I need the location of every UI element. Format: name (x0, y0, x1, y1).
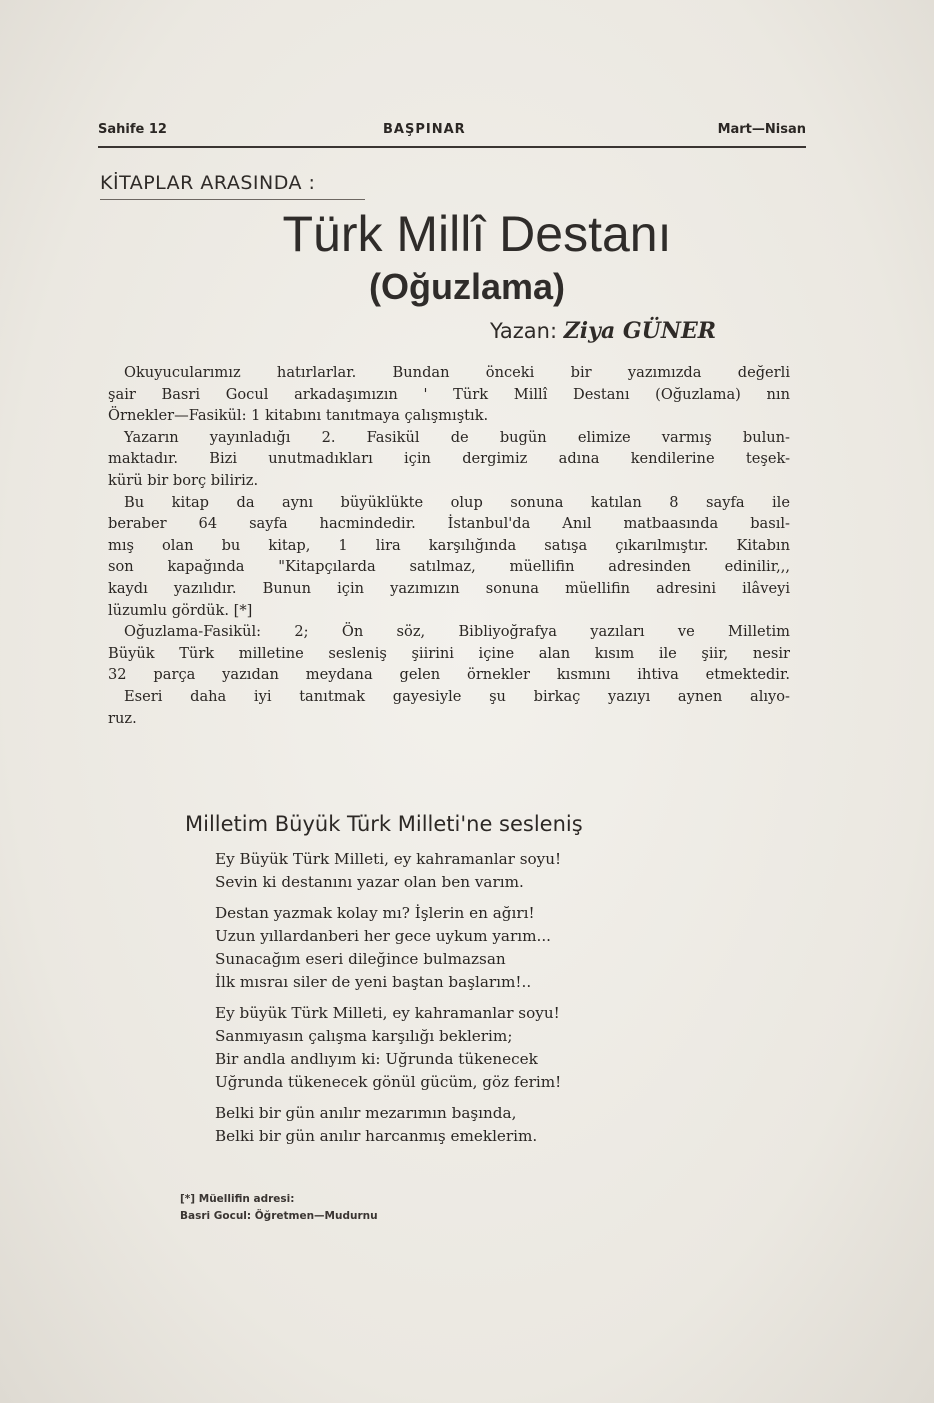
body-line: Örnekler—Fasikül: 1 kitabını tanıtmaya çalışmıştık. (108, 407, 489, 425)
body-line: şair Basri Gocul arkadaşımızın ' Türk Millî Destanı (Oğuzlama) nın (108, 385, 790, 403)
body-line: mış olan bu kitap, 1 lira karşılığında satışa çıkarılmıştır. Kitabın (108, 536, 790, 554)
article-subtitle: (Oğuzlama) (368, 266, 565, 307)
poem (215, 848, 561, 1148)
section-underline (100, 199, 365, 200)
poem-title: Milletim Büyük Türk Milleti'ne sesleniş (185, 812, 583, 836)
poem-verse: Sevin ki destanını yazar olan ben varım. (215, 873, 524, 891)
footnote-line: Basri Gocul: Öğretmen—Mudurnu (180, 1210, 378, 1222)
body-line: Okuyucularımız hatırlarlar. Bundan önceki bir yazımızda değerli (124, 364, 790, 381)
poem-verse: Destan yazmak kolay mı? İşlerin en ağırı! (215, 904, 535, 922)
poem-verse: Uzun yıllardanberi her gece uykum yarım... (215, 927, 551, 945)
poem-verse: İlk mısraı siler de yeni baştan başlarım!.. (215, 973, 532, 991)
article-body (108, 362, 790, 729)
body-line: beraber 64 sayfa hacmindedir. İstanbul'da Anıl matbaasında basıl- (108, 515, 790, 533)
body-line: Bu kitap da aynı büyüklükte olup sonuna katılan 8 sayfa ile (124, 493, 790, 511)
poem-stanza (215, 1102, 561, 1148)
body-line: Oğuzlama-Fasikül: 2; Ön söz, Bibliyoğrafya yazıları ve Milletim (124, 623, 790, 641)
author-name: Ziya GÜNER (563, 318, 716, 344)
poem-verse: Sunacağım eseri dileğince bulmazsan (215, 950, 506, 968)
footnote-line: [*] Müellifin adresi: (180, 1193, 295, 1205)
journal-name: BAŞPINAR (383, 122, 466, 137)
poem-verse: Uğrunda tükenecek gönül gücüm, göz ferim! (215, 1073, 562, 1091)
poem-verse: Bir andla andlıyım ki: Uğrunda tükenecek (215, 1050, 538, 1068)
body-line: 32 parça yazıdan meydana gelen örnekler kısmını ihtiva etmektedir. (108, 666, 790, 684)
page-number: Sahife 12 (98, 122, 167, 137)
poem-verse: Ey büyük Türk Milleti, ey kahramanlar soyu! (215, 1004, 560, 1022)
section-title: KİTAPLAR ARASINDA : (100, 172, 316, 194)
body-line: ruz. (108, 709, 137, 727)
body-line: son kapağında "Kitapçılarda satılmaz, müellifin adresinden edinilir,,, (108, 558, 790, 576)
running-header (98, 119, 806, 141)
body-line: Büyük Türk milletine sesleniş şiirini içine alan kısım ile şiir, nesir (108, 644, 790, 662)
poem-stanza (215, 1002, 561, 1094)
body-line: kaydı yazılıdır. Bunun için yazımızın sonuna müellifin adresini ilâveyi (108, 579, 790, 597)
body-line: Yazarın yayınladığı 2. Fasikül de bugün elimize varmış bulun- (124, 428, 790, 446)
byline-prefix: Yazan: (489, 319, 558, 343)
poem-verse: Sanmıyasın çalışma karşılığı beklerim; (215, 1027, 513, 1045)
body-line: Eseri daha iyi tanıtmak gayesiyle şu birkaç yazıyı aynen alıyo- (124, 687, 790, 705)
poem-stanza (215, 902, 561, 994)
footnote (180, 1191, 378, 1225)
header-rule (98, 146, 806, 148)
issue-date: Mart—Nisan (717, 122, 806, 137)
poem-verse: Belki bir gün anılır harcanmış emeklerim. (215, 1127, 538, 1145)
byline (490, 318, 716, 344)
poem-stanza (215, 848, 561, 894)
body-line: kürü bir borç biliriz. (108, 471, 259, 489)
article-title: Türk Millî Destanı (282, 206, 672, 262)
poem-verse: Ey Büyük Türk Milleti, ey kahramanlar soyu! (215, 850, 562, 868)
body-line: lüzumlu gördük. [*] (108, 601, 253, 619)
poem-verse: Belki bir gün anılır mezarımın başında, (215, 1104, 517, 1122)
body-line: maktadır. Bizi unutmadıkları için dergimiz adına kendilerine teşek- (108, 450, 790, 468)
